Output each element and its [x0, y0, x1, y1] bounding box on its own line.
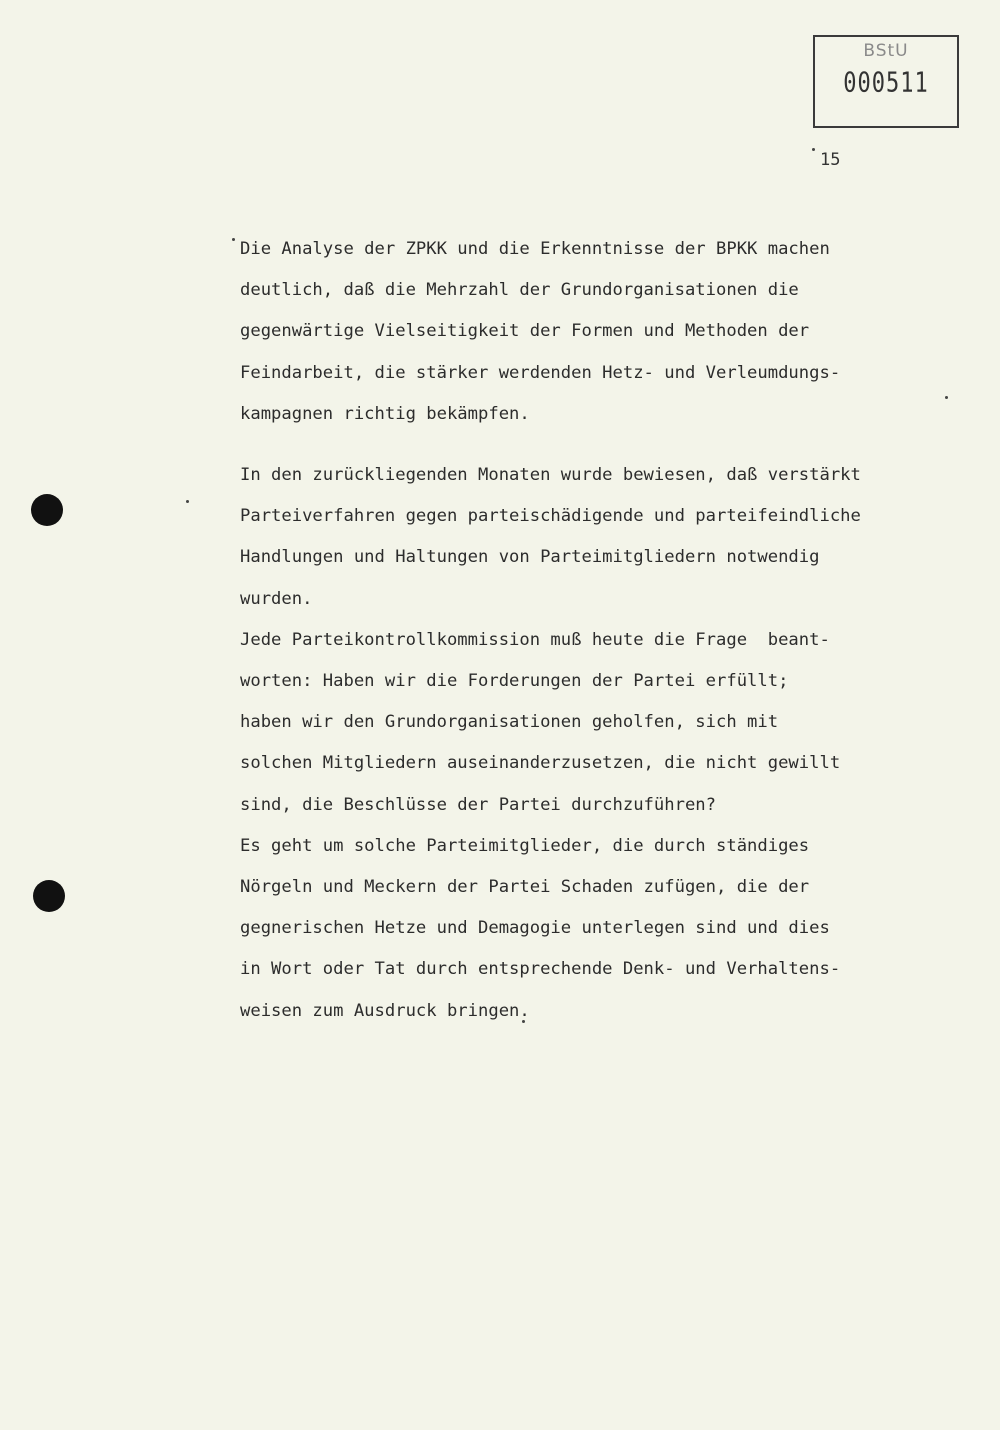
text-line: deutlich, daß die Mehrzahl der Grundorganisationen die [240, 280, 799, 301]
paragraph-2 [240, 455, 970, 620]
text-line: Feindarbeit, die stärker werdenden Hetz- und Verleumdungs- [240, 362, 841, 383]
text-line: wurden. [240, 588, 313, 609]
stamp-organization: BStU [863, 41, 909, 61]
text-line: Die Analyse der ZPKK und die Erkenntnisse der BPKK machen [240, 239, 830, 259]
text-line: worten: Haben wir die Forderungen der Partei erfüllt; [240, 671, 789, 692]
text-line: in Wort oder Tat durch entsprechende Denk- und Verhaltens- [240, 959, 841, 980]
text-line: gegnerischen Hetze und Demagogie unterlegen sind und dies [240, 918, 830, 939]
text-line: Parteiverfahren gegen parteischädigende und parteifeindliche [240, 506, 861, 527]
speck [812, 148, 815, 151]
punch-hole-bottom [33, 880, 65, 912]
text-line: Nörgeln und Meckern der Partei Schaden zufügen, die der [240, 877, 810, 898]
paragraph-4 [240, 826, 970, 1032]
text-line: gegenwärtige Vielseitigkeit der Formen und Methoden der [240, 321, 810, 342]
punch-hole-top [31, 494, 63, 526]
document-body [240, 229, 970, 1032]
paragraph-gap [240, 435, 970, 455]
speck [186, 500, 189, 503]
paragraph-1 [240, 229, 970, 435]
text-line: weisen zum Ausdruck bringen. [240, 1000, 530, 1021]
speck [232, 238, 235, 241]
page-number: 15 [820, 150, 841, 170]
text-line: sind, die Beschlüsse der Partei durchzuführen? [240, 794, 716, 815]
text-line: Handlungen und Haltungen von Parteimitgliedern notwendig [240, 547, 820, 568]
text-line: Jede Parteikontrollkommission muß heute die Frage beant- [240, 629, 830, 650]
text-line: solchen Mitgliedern auseinanderzusetzen, die nicht gewillt [240, 753, 841, 774]
text-line: kampagnen richtig bekämpfen. [240, 403, 530, 424]
paragraph-3 [240, 620, 970, 826]
text-line: haben wir den Grundorganisationen geholfen, sich mit [240, 712, 779, 733]
text-line: Es geht um solche Parteimitglieder, die durch ständiges [240, 835, 810, 856]
archive-stamp [813, 35, 959, 128]
stamp-number: 000511 [843, 67, 929, 100]
text-line: In den zurückliegenden Monaten wurde bewiesen, daß verstärkt [240, 465, 861, 486]
